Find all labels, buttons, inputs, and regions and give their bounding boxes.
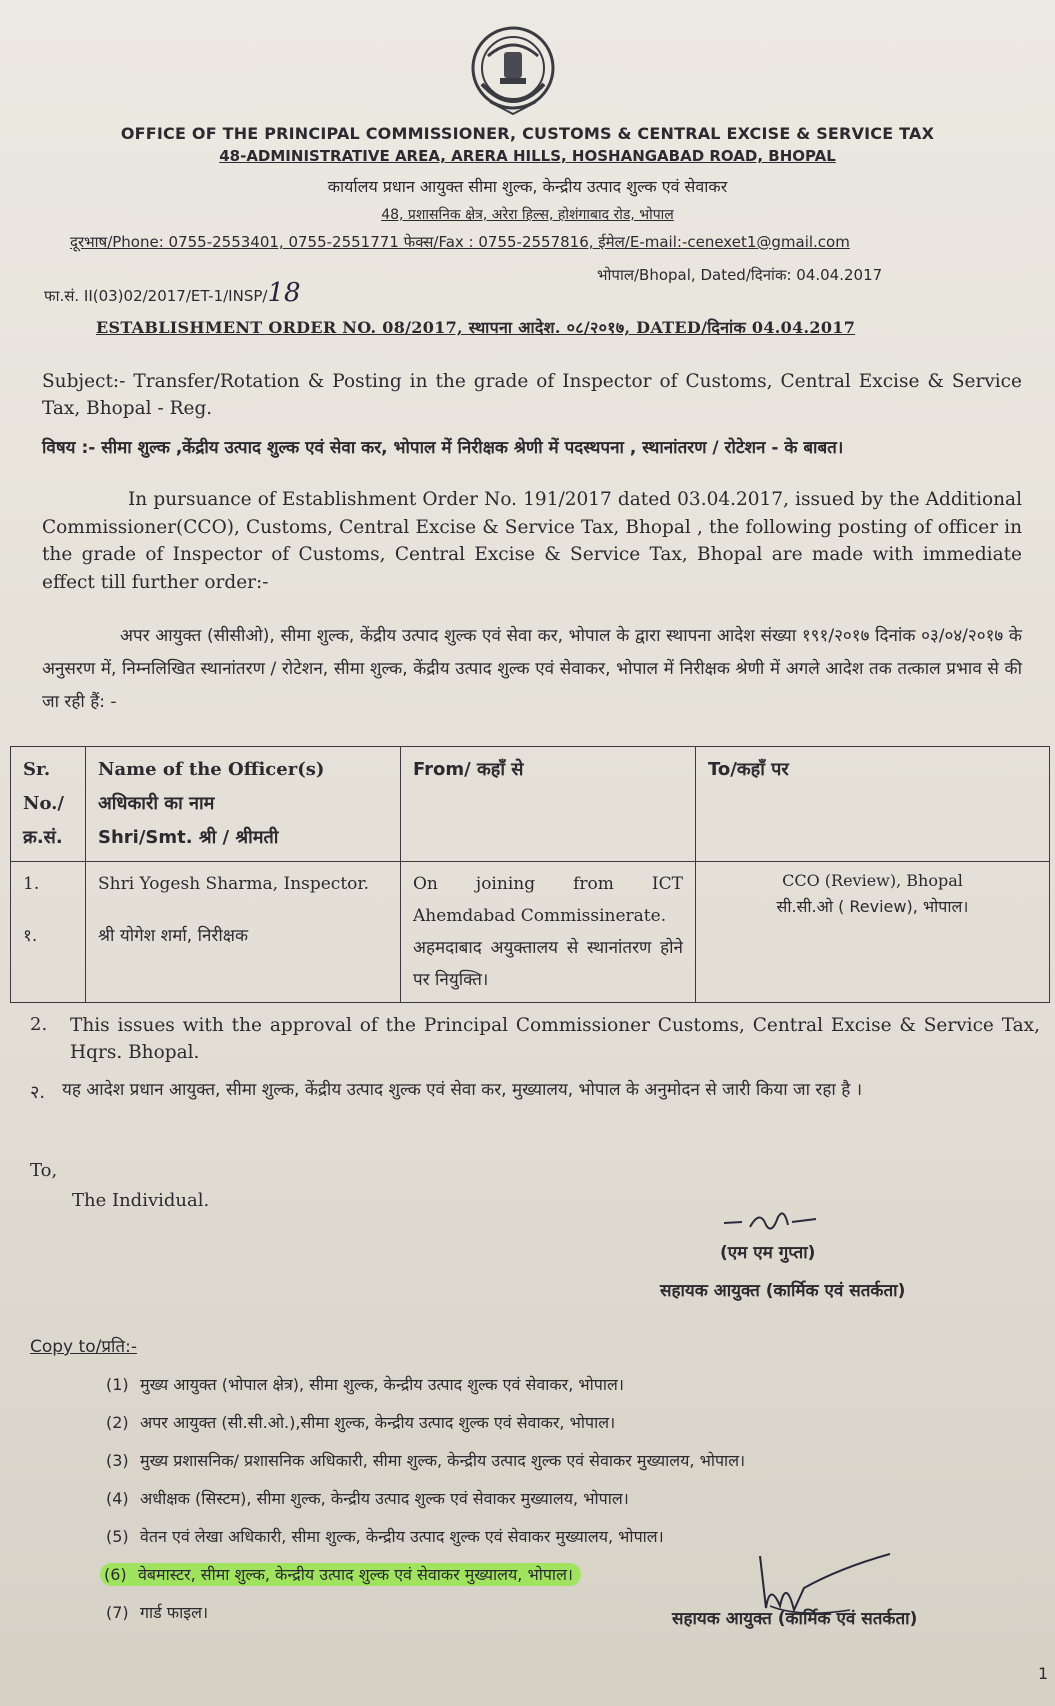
header-sr-hi: क्र.सं. (23, 827, 63, 848)
copy-to-label: Copy to/प्रति:- (30, 1337, 137, 1357)
list-item-text: अधीक्षक (सिस्टम), सीमा शुल्क, केन्द्रीय उत्पाद शुल्क एवं सेवाकर मुख्यालय, भोपाल। (140, 1489, 629, 1508)
office-name-hi: कार्यालय प्रधान आयुक्त सीमा शुल्क, केन्द्रीय उत्पाद शुल्क एवं सेवाकर (327, 177, 728, 196)
note2-en: This issues with the approval of the Principal Commissioner Customs, Central Excise & Service Tax, Hqrs. Bhopal. (70, 1015, 1040, 1063)
signer-designation: सहायक आयुक्त (कार्मिक एवं सतर्कता) (660, 1281, 906, 1301)
file-number-text: फा.सं. II(03)02/2017/ET-1/INSP/ (44, 287, 268, 305)
subject-en: Subject:- Transfer/Rotation & Posting in the grade of Inspector of Customs, Central Excise & Service Tax, Bhopal - Reg. (42, 371, 1022, 419)
list-item (106, 1404, 745, 1442)
highlight-marker (100, 1563, 581, 1586)
table-header-row (11, 747, 1050, 862)
cell-to (696, 862, 1050, 1003)
list-item-text: मुख्य प्रशासनिक/ प्रशासनिक अधिकारी, सीमा शुल्क, केन्द्रीय उत्पाद शुल्क एवं सेवाकर मुख्यालय, भोपाल। (140, 1451, 746, 1470)
order-title: ESTABLISHMENT ORDER NO. 08/2017, स्थापना आदेश. ०८/२०१७, DATED/दिनांक 04.04.2017 (96, 318, 856, 337)
subject-hi: विषय :- सीमा शुल्क ,केंद्रीय उत्पाद शुल्क एवं सेवा कर, भोपाल में निरीक्षक श्रेणी में पदस्थपना , स्थानांतरण / रोटेशन - के बाबत। (42, 438, 844, 458)
list-item (106, 1480, 745, 1518)
list-item-number: (1) (106, 1375, 129, 1394)
list-item-text: वेबमास्टर, सीमा शुल्क, केन्द्रीय उत्पाद शुल्क एवं सेवाकर मुख्यालय, भोपाल। (138, 1565, 573, 1584)
list-item-number: (4) (106, 1489, 129, 1508)
body-paragraph-hi: अपर आयुक्त (सीसीओ), सीमा शुल्क, केंद्रीय उत्पाद शुल्क एवं सेवा कर, भोपाल के द्वारा स्थापना आदेश संख्या १९१/२०१७ दिनांक ०३/०४/२०१७ के अनुसरण में, निम्नलिखित स्थानांतरण / रोटेशन, सीमा शुल्क, केंद्रीय उत्पाद शुल्क एवं सेवाकर, भोपाल में निरीक्षक श्रेणी में अगले आदेश तक तत्काल प्रभाव से की जा रही हैं: - (42, 626, 1022, 712)
contact-line: दूरभाष/Phone: 0755-2553401, 0755-2551771 फेक्स/Fax : 0755-2557816, ईमेल/E-mail:-cenexet1@gmail.com (70, 233, 850, 251)
header-name-sub: Shri/Smt. श्री / श्रीमती (98, 827, 279, 848)
posting-table (10, 746, 1050, 1003)
office-address-hi: 48, प्रशासनिक क्षेत्र, अरेरा हिल्स, होशंगाबाद रोड, भोपाल (381, 207, 674, 223)
list-item-highlighted (106, 1556, 745, 1594)
list-item-number: (3) (106, 1451, 129, 1470)
page-number: 1 (1038, 1664, 1049, 1683)
copy-list (106, 1366, 745, 1632)
cell-sr-hi: १. (23, 926, 38, 946)
list-item-text: गार्ड फाइल। (140, 1603, 209, 1622)
list-item-number: (2) (106, 1413, 129, 1432)
list-item-text: अपर आयुक्त (सी.सी.ओ.),सीमा शुल्क, केन्द्रीय उत्पाद शुल्क एवं सेवाकर, भोपाल। (140, 1413, 616, 1432)
cell-name-hi: श्री योगेश शर्मा, निरीक्षक (98, 926, 249, 946)
cell-to-en: CCO (Review), Bhopal (782, 871, 963, 890)
place-date: भोपाल/Bhopal, Dated/दिनांक: 04.04.2017 (597, 266, 883, 284)
header-from: From/ कहाँ से (401, 747, 696, 862)
cell-to-hi: सी.सी.ओ ( Review), भोपाल। (776, 897, 969, 916)
body-paragraph-en: In pursuance of Establishment Order No. 191/2017 dated 03.04.2017, issued by the Additional Commissioner(CCO), Customs, Central Excise & Service Tax, Bhopal , the following posting of officer in the grade of Inspector of Customs, Central Excise & Service Tax, Bhopal are made with immediate effect till further order:- (42, 489, 1022, 593)
to-recipient: The Individual. (72, 1190, 210, 1211)
cell-from-hi: अहमदाबाद अयुक्तालय से स्थानांतरण होने पर नियुक्ति। (413, 938, 683, 990)
header-name-hi: अधिकारी का नाम (98, 793, 215, 814)
header-sr (11, 747, 86, 862)
signer-name: (एम एम गुप्ता) (720, 1243, 816, 1263)
table-row (11, 862, 1050, 1003)
cell-from-en: On joining from ICT Ahemdabad Commissinerate. (413, 874, 683, 926)
list-item (106, 1518, 745, 1556)
header-name (86, 747, 401, 862)
list-item-number: (6) (104, 1565, 127, 1584)
file-number-handwritten: 18 (267, 278, 301, 308)
list-item (106, 1442, 745, 1480)
list-item-number: (7) (106, 1603, 129, 1622)
footer-designation: सहायक आयुक्त (कार्मिक एवं सतर्कता) (672, 1609, 918, 1629)
header-name-en: Name of the Officer(s) (98, 759, 325, 780)
signature-sd-mark (720, 1205, 830, 1237)
file-number (44, 278, 301, 308)
cell-name-en: Shri Yogesh Sharma, Inspector. (98, 874, 370, 894)
note2-number-hi: २. (30, 1082, 46, 1103)
office-address-en: 48-ADMINISTRATIVE AREA, ARERA HILLS, HOSHANGABAD ROAD, BHOPAL (219, 147, 836, 165)
office-name-en: OFFICE OF THE PRINCIPAL COMMISSIONER, CUSTOMS & CENTRAL EXCISE & SERVICE TAX (120, 124, 935, 143)
header-to: To/कहाँ पर (696, 747, 1050, 862)
cell-sr (11, 862, 86, 1003)
cell-sr-en: 1. (23, 874, 40, 894)
list-item-text: मुख्य आयुक्त (भोपाल क्षेत्र), सीमा शुल्क, केन्द्रीय उत्पाद शुल्क एवं सेवाकर, भोपाल। (140, 1375, 624, 1394)
list-item-text: वेतन एवं लेखा अधिकारी, सीमा शुल्क, केन्द्रीय उत्पाद शुल्क एवं सेवाकर मुख्यालय, भोपाल। (140, 1527, 664, 1546)
list-item-number: (5) (106, 1527, 129, 1546)
to-label: To, (30, 1160, 58, 1181)
cell-from (401, 862, 696, 1003)
department-emblem-icon (468, 22, 558, 124)
note2-hi: यह आदेश प्रधान आयुक्त, सीमा शुल्क, केंद्रीय उत्पाद शुल्क एवं सेवा कर, मुख्यालय, भोपाल के अनुमोदन से जारी किया जा रहा है । (62, 1080, 863, 1100)
header-sr-en: Sr. No./ (23, 759, 64, 814)
list-item (106, 1594, 745, 1632)
note2-number: 2. (30, 1014, 48, 1035)
cell-name (86, 862, 401, 1003)
list-item (106, 1366, 745, 1404)
